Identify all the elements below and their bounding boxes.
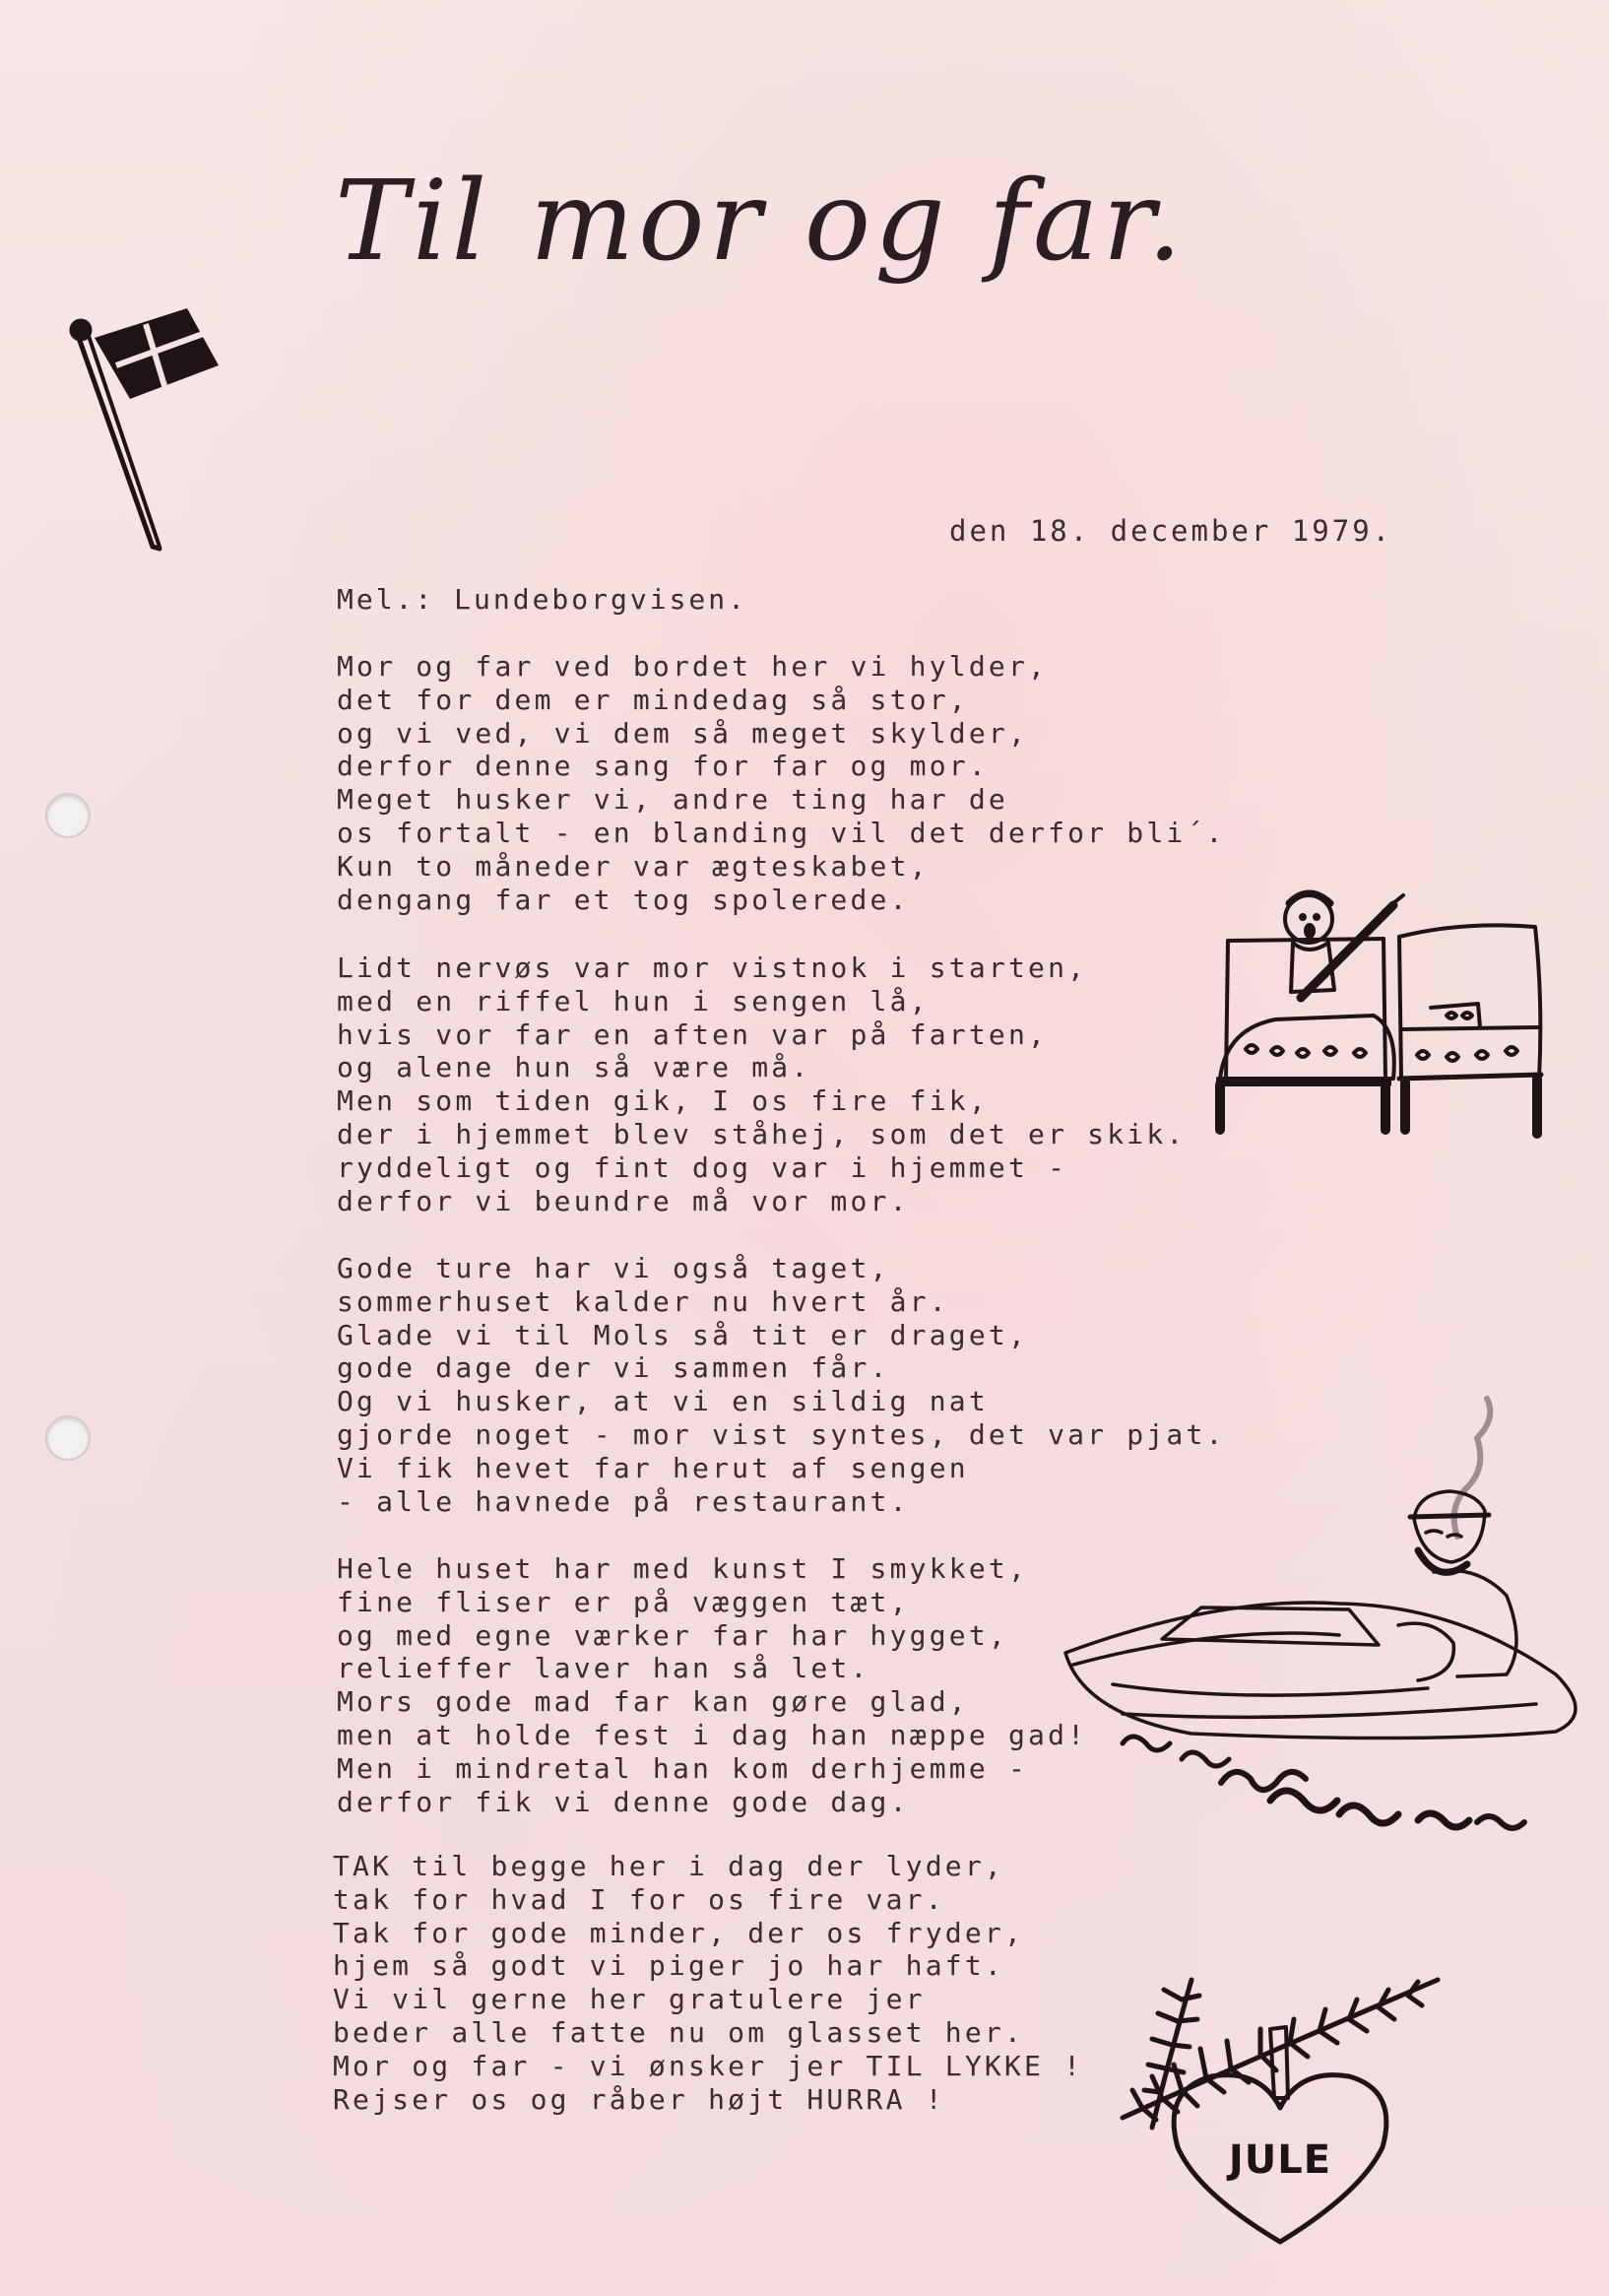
punch-hole-top <box>45 793 91 838</box>
verse-line: Men i mindretal han kom derhjemme - <box>337 1751 1029 1785</box>
verse-line: Glade vi til Mols så tit er draget, <box>337 1318 1029 1351</box>
verse-line: og vi ved, vi dem så meget skylder, <box>337 716 1029 750</box>
danish-flag-icon <box>59 300 231 557</box>
verse-line: Rejser os og råber højt HURRA ! <box>333 2082 945 2116</box>
verse-line: det for dem er mindedag så stor, <box>337 683 969 716</box>
verse-line: derfor vi beundre må vor mor. <box>337 1184 910 1217</box>
verse-line: Lidt nervøs var mor vistnok i starten, <box>337 951 1088 984</box>
page-title: Til mor og far. <box>335 158 1187 286</box>
verse-line: - alle havnede på restaurant. <box>337 1484 910 1518</box>
verse-line: gjorde noget - mor vist syntes, det var pjat. <box>337 1417 1226 1451</box>
verse-line: os fortalt - en blanding vil det derfor bli´. <box>337 816 1226 849</box>
verse-line: hvis vor far en aften var på farten, <box>337 1017 1049 1051</box>
verse-line: Mor og far ved bordet her vi hylder, <box>337 650 1049 683</box>
verse-line: fine fliser er på væggen tæt, <box>337 1585 910 1618</box>
verse-line: Vi vil gerne her gratulere jer <box>333 1983 926 2016</box>
verse-line: og med egne værker far har hygget, <box>337 1618 1008 1652</box>
verse-line: Kun to måneder var ægteskabet, <box>337 849 930 883</box>
verse-line: men at holde fest i dag han næppe gad! <box>337 1718 1088 1751</box>
verse-4 <box>337 1552 1087 1818</box>
verse-line: Mors gode mad far kan gøre glad, <box>337 1685 969 1719</box>
verse-line: og alene hun så være må. <box>337 1051 811 1084</box>
father-in-boat-drawing <box>1044 1389 1595 1852</box>
verse-line: Tak for gode minder, der os fryder, <box>333 1916 1025 1949</box>
verse-2 <box>337 951 1186 1217</box>
verse-line: ryddeligt og fint dog var i hjemmet - <box>337 1150 1068 1184</box>
verse-line: beder alle fatte nu om glasset her. <box>333 2015 1025 2049</box>
verse-line: TAK til begge her i dag der lyder, <box>333 1850 1004 1882</box>
melody-line: Mel.: Lundeborgvisen. <box>337 583 748 616</box>
mother-in-bed-drawing <box>1206 882 1551 1148</box>
verse-line: der i hjemmet blev ståhej, som det er skik. <box>337 1117 1187 1150</box>
verse-1 <box>337 650 1226 916</box>
verse-line: dengang far et tog spolerede. <box>337 883 910 916</box>
verse-line: gode dage der vi sammen får. <box>337 1351 890 1385</box>
verse-line: relieffer laver han så let. <box>337 1652 870 1685</box>
verse-line: tak for hvad I for os fire var. <box>333 1882 945 1916</box>
ornament-label: JULE <box>1228 2137 1332 2183</box>
verse-line: Og vi husker, at vi en sildig nat <box>337 1385 989 1418</box>
verse-line: sommerhuset kalder nu hvert år. <box>337 1284 949 1318</box>
verse-line: hjem så godt vi piger jo har haft. <box>333 1949 1004 1983</box>
verse-line: Gode ture har vi også taget, <box>337 1252 890 1284</box>
verse-line: Meget husker vi, andre ting har de <box>337 783 1008 817</box>
verse-line: Hele huset har med kunst I smykket, <box>337 1552 1029 1585</box>
verse-5 <box>333 1850 1083 2116</box>
christmas-heart-ornament <box>1113 1960 1448 2256</box>
punch-hole-bottom <box>45 1415 91 1461</box>
letter-date: den 18. december 1979. <box>949 514 1393 548</box>
verse-line: derfor fik vi denne gode dag. <box>337 1785 910 1818</box>
verse-line: derfor denne sang for far og mor. <box>337 750 989 783</box>
verse-line: Men som tiden gik, I os fire fik, <box>337 1084 989 1118</box>
verse-line: Vi fik hevet far herut af sengen <box>337 1451 969 1484</box>
verse-line: med en riffel hun i sengen lå, <box>337 984 930 1017</box>
verse-line: Mor og far - vi ønsker jer TIL LYKKE ! <box>333 2049 1084 2082</box>
